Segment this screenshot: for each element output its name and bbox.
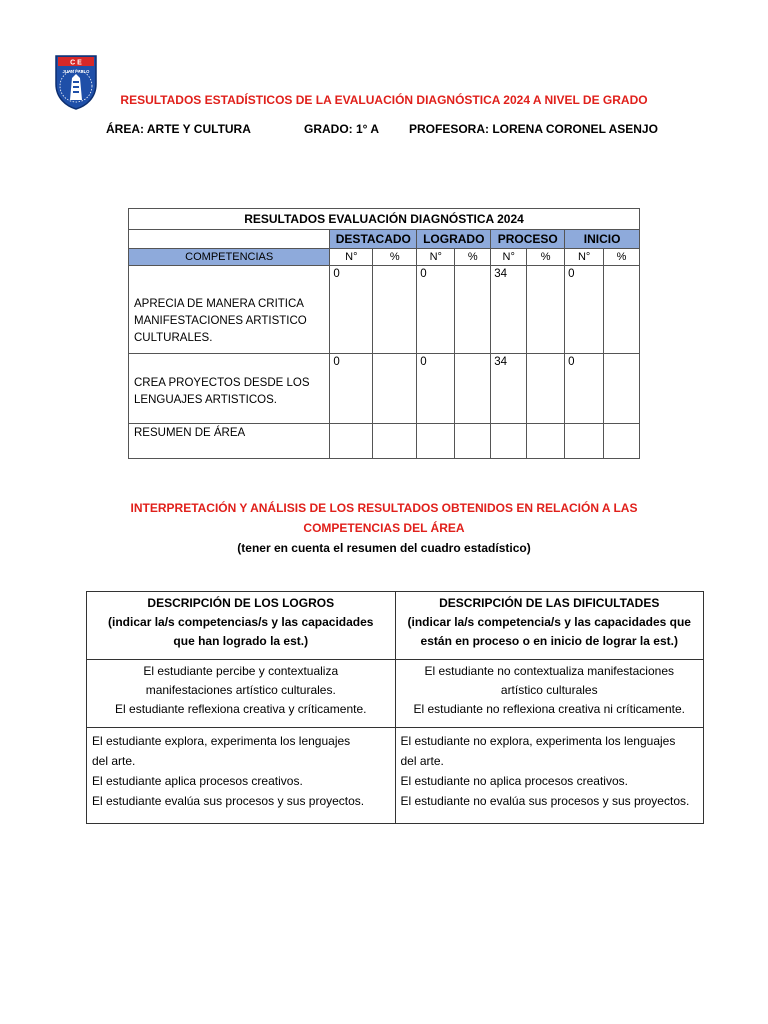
- level-inicio: INICIO: [565, 230, 640, 249]
- value-cell: 0: [565, 266, 604, 354]
- grade-label: GRADO: 1° A: [304, 122, 380, 136]
- cell-text: El estudiante aplica procesos creativos.: [92, 774, 303, 788]
- col-pct: %: [373, 249, 417, 266]
- summary-row: [129, 424, 640, 459]
- value-cell: [604, 266, 640, 354]
- results-table: [128, 208, 640, 459]
- header-text: DESCRIPCIÓN DE LAS DIFICULTADES: [439, 596, 660, 610]
- col-pct: %: [527, 249, 565, 266]
- col-n: N°: [491, 249, 527, 266]
- cell-text: El estudiante no contextualiza manifestaciones: [424, 664, 674, 678]
- value-cell: [373, 266, 417, 354]
- logo-name: JUAN PABLO: [62, 69, 90, 74]
- value-cell: 0: [417, 354, 455, 424]
- competencia-text: APRECIA DE MANERA CRITICA: [134, 298, 304, 310]
- level-logrado: LOGRADO: [417, 230, 491, 249]
- value-cell: 0: [565, 354, 604, 424]
- summary-label: RESUMEN DE ÁREA: [129, 424, 330, 459]
- cell-text: El estudiante no evalúa sus procesos y sus proyectos.: [400, 794, 690, 808]
- interpretation-heading: [0, 498, 768, 558]
- cell-text: El estudiante reflexiona creativa y críticamente.: [115, 702, 367, 716]
- cell-text: El estudiante evalúa sus procesos y sus proyectos.: [92, 794, 365, 808]
- col-pct: %: [455, 249, 491, 266]
- value-cell: [527, 354, 565, 424]
- level-destacado: DESTACADO: [330, 230, 417, 249]
- area-label: ÁREA: ARTE Y CULTURA: [106, 122, 251, 136]
- table-row: [129, 266, 640, 354]
- col-pct: %: [604, 249, 640, 266]
- table-row: [129, 354, 640, 424]
- description-table: [86, 591, 704, 824]
- competencia-cell: [129, 354, 330, 424]
- competencia-cell: [129, 266, 330, 354]
- value-cell: 0: [330, 266, 373, 354]
- teacher-label: PROFESORA: LORENA CORONEL ASENJO: [409, 122, 658, 136]
- cell-text: El estudiante explora, experimenta los lenguajes: [92, 734, 351, 748]
- dificultades-cell: [395, 728, 704, 824]
- dificultades-cell: [395, 660, 704, 728]
- logo-letters: C E: [70, 59, 82, 67]
- dificultades-header: [395, 592, 704, 660]
- logros-header: [87, 592, 396, 660]
- col-n: N°: [565, 249, 604, 266]
- cell-text: del arte.: [400, 754, 444, 768]
- header-text: (indicar la/s competencias/s y las capacidades: [108, 615, 374, 629]
- cell-text: El estudiante percibe y contextualiza: [143, 664, 339, 678]
- cell-text: El estudiante no reflexiona creativa ni críticamente.: [413, 702, 685, 716]
- interpretation-line2: COMPETENCIAS DEL ÁREA: [303, 521, 465, 535]
- value-cell: 0: [417, 266, 455, 354]
- competencia-text: CULTURALES.: [134, 332, 213, 344]
- value-cell: [373, 354, 417, 424]
- value-cell: 0: [330, 354, 373, 424]
- level-proceso: PROCESO: [491, 230, 565, 249]
- header-text: que han logrado la est.): [173, 634, 309, 648]
- competencia-text: CREA PROYECTOS DESDE LOS: [134, 377, 310, 389]
- col-n: N°: [417, 249, 455, 266]
- interpretation-line1: INTERPRETACIÓN Y ANÁLISIS DE LOS RESULTADOS OBTENIDOS EN RELACIÓN A LAS: [130, 501, 638, 515]
- page-title: RESULTADOS ESTADÍSTICOS DE LA EVALUACIÓN DIAGNÓSTICA 2024 A NIVEL DE GRADO: [120, 93, 648, 107]
- competencia-text: MANIFESTACIONES ARTISTICO: [134, 315, 307, 327]
- header-text: (indicar la/s competencia/s y las capacidades que: [407, 615, 691, 629]
- logros-cell: [87, 660, 396, 728]
- interpretation-note: (tener en cuenta el resumen del cuadro estadístico): [237, 541, 531, 555]
- header-text: están en proceso o en inicio de lograr la est.): [420, 634, 678, 648]
- results-title: RESULTADOS EVALUACIÓN DIAGNÓSTICA 2024: [129, 209, 640, 230]
- cell-text: El estudiante no explora, experimenta los lenguajes: [400, 734, 676, 748]
- value-cell: [455, 354, 491, 424]
- cell-text: artístico culturales: [500, 683, 598, 697]
- value-cell: [455, 266, 491, 354]
- competencia-text: LENGUAJES ARTISTICOS.: [134, 394, 277, 406]
- header-text: DESCRIPCIÓN DE LOS LOGROS: [147, 596, 335, 610]
- cell-text: manifestaciones artístico culturales.: [145, 683, 336, 697]
- value-cell: [527, 266, 565, 354]
- cell-text: El estudiante no aplica procesos creativos.: [400, 774, 628, 788]
- col-n: N°: [330, 249, 373, 266]
- competencias-header: COMPETENCIAS: [129, 249, 330, 266]
- logros-cell: [87, 728, 396, 824]
- value-cell: [604, 354, 640, 424]
- value-cell: 34: [491, 266, 527, 354]
- cell-text: del arte.: [92, 754, 136, 768]
- value-cell: 34: [491, 354, 527, 424]
